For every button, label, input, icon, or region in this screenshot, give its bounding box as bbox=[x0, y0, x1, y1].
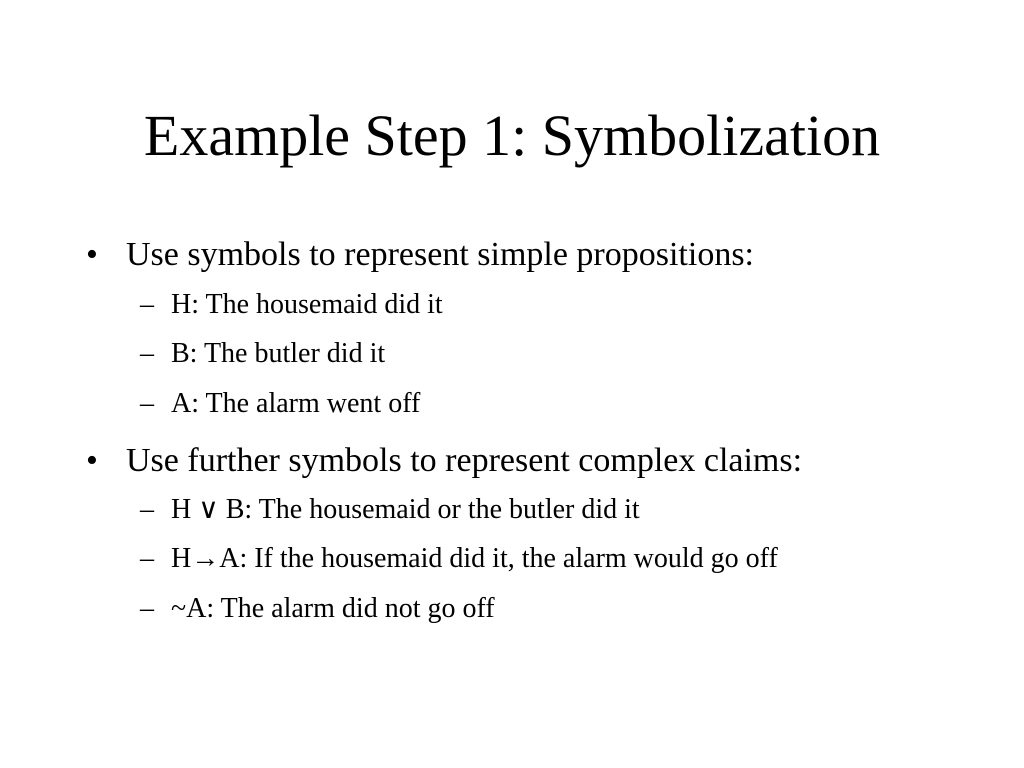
sub-bullet-text: H→A: If the housemaid did it, the alarm would go off bbox=[171, 543, 778, 574]
sub-bullet-item bbox=[0, 287, 1000, 323]
bullet-marker: • bbox=[86, 442, 98, 479]
sub-bullet-text: H ∨ B: The housemaid or the butler did it bbox=[171, 494, 640, 525]
sub-bullet-marker: – bbox=[140, 338, 154, 369]
sub-bullet-item bbox=[0, 541, 1000, 577]
sub-bullet-item bbox=[0, 386, 1000, 422]
sub-bullet-marker: – bbox=[140, 494, 154, 525]
sub-bullet-text: H: The housemaid did it bbox=[171, 289, 443, 320]
bullet-text: Use further symbols to represent complex claims: bbox=[126, 442, 803, 479]
sub-bullet-item bbox=[0, 591, 1000, 627]
bullet-marker: • bbox=[86, 236, 98, 273]
sub-bullet-text: ~A: The alarm did not go off bbox=[171, 593, 495, 624]
slide-title: Example Step 1: Symbolization bbox=[143, 103, 881, 168]
sub-bullet-marker: – bbox=[140, 388, 154, 419]
bullet-text: Use symbols to represent simple propositions: bbox=[126, 236, 755, 273]
sub-bullet-marker: – bbox=[140, 593, 154, 624]
sub-bullet-text: B: The butler did it bbox=[171, 338, 386, 369]
sub-bullet-text: A: The alarm went off bbox=[171, 388, 421, 419]
sub-bullet-item bbox=[0, 492, 1000, 528]
sub-bullet-marker: – bbox=[140, 289, 154, 320]
bullet-item bbox=[0, 439, 1000, 483]
bullet-item bbox=[0, 233, 1000, 277]
sub-bullet-item bbox=[0, 336, 1000, 372]
sub-bullet-marker: – bbox=[140, 543, 154, 574]
